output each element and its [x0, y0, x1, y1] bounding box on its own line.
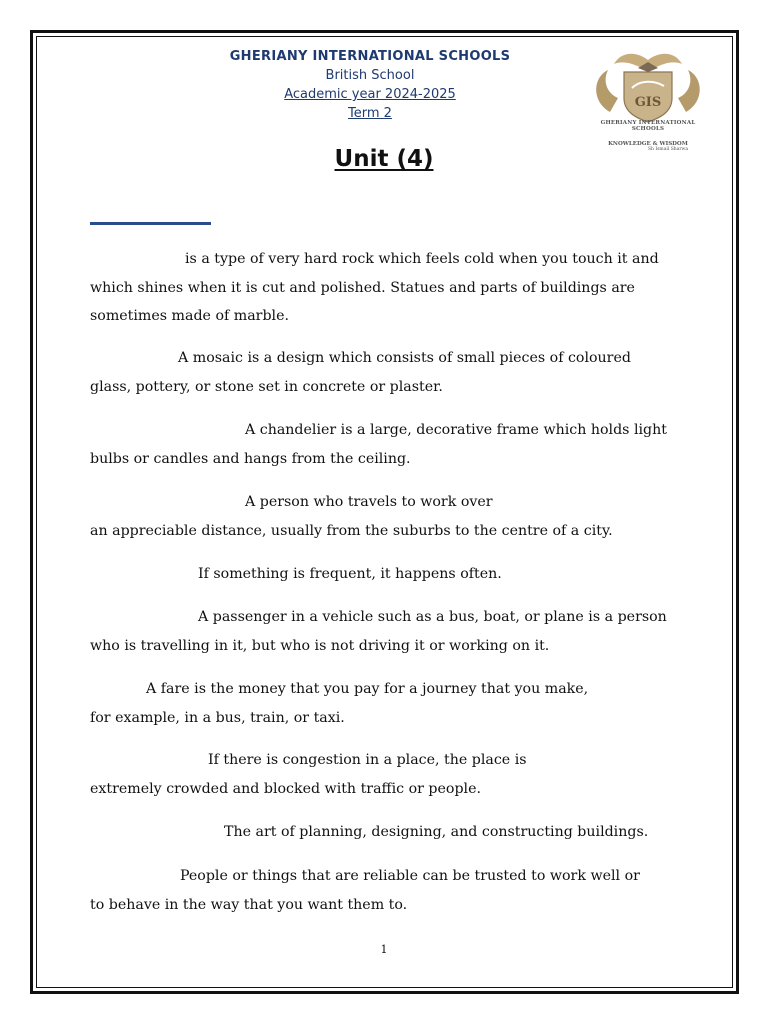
definition-chandelier	[90, 416, 690, 473]
definition-line1: If there is congestion in a place, the place is	[208, 752, 527, 768]
unit-title: Unit (4)	[334, 146, 434, 172]
definition-rest: an appreciable distance, usually from the suburbs to the centre of a city.	[90, 522, 613, 539]
definition-commuter	[90, 488, 690, 545]
definition-line1: If something is frequent, it happens often.	[198, 566, 502, 582]
definition-reliable	[90, 862, 690, 919]
academic-year: Academic year 2024-2025	[284, 87, 456, 102]
definition-rest: bulbs or candles and hangs from the ceiling.	[90, 450, 411, 467]
school-name: GHERIANY INTERNATIONAL SCHOOLS	[229, 49, 511, 64]
definition-line1: The art of planning, designing, and constructing buildings.	[224, 824, 649, 840]
definition-rest: who is travelling in it, but who is not driving it or working on it.	[90, 637, 550, 654]
definition-rest: glass, pottery, or stone set in concrete or plaster.	[90, 378, 443, 395]
logo-school-name: GHERIANY INTERNATIONAL SCHOOLS	[600, 120, 696, 132]
logo-tagline: Sh Ismail Sharwa	[647, 147, 689, 152]
definition-rest: which shines when it is cut and polished. Statues and parts of buildings are sometimes made of marble.	[90, 279, 635, 324]
definition-rest: to behave in the way that you want them to.	[90, 896, 408, 913]
page-number: 1	[380, 943, 388, 956]
school-header	[200, 47, 540, 123]
svg-text:GIS: GIS	[634, 95, 662, 110]
term-label: Term 2	[348, 106, 392, 121]
definition-passenger	[90, 603, 690, 660]
definition-frequent	[90, 560, 690, 589]
definition-architecture	[90, 818, 690, 847]
logo-motto: KNOWLEDGE & WISDOM	[608, 141, 688, 147]
definition-line1: A fare is the money that you pay for a journey that you make,	[146, 681, 589, 697]
definition-rest: extremely crowded and blocked with traffic or people.	[90, 780, 481, 797]
definition-line1: A person who travels to work over	[245, 494, 493, 510]
definition-line1: A mosaic is a design which consists of small pieces of coloured	[178, 350, 631, 366]
definition-congestion	[90, 746, 690, 803]
definition-line1: People or things that are reliable can be trusted to work well or	[180, 868, 640, 884]
definition-line1: A chandelier is a large, decorative frame which holds light	[245, 422, 667, 438]
definition-mosaic	[90, 344, 690, 401]
definition-rest: for example, in a bus, train, or taxi.	[90, 709, 345, 726]
definition-fare	[90, 675, 690, 732]
definition-marble	[90, 245, 690, 331]
school-type: British School	[325, 68, 415, 83]
definition-line1: is a type of very hard rock which feels cold when you touch it and	[185, 251, 659, 267]
definition-line1: A passenger in a vehicle such as a bus, boat, or plane is a person	[198, 609, 667, 625]
title-rule	[90, 222, 211, 225]
